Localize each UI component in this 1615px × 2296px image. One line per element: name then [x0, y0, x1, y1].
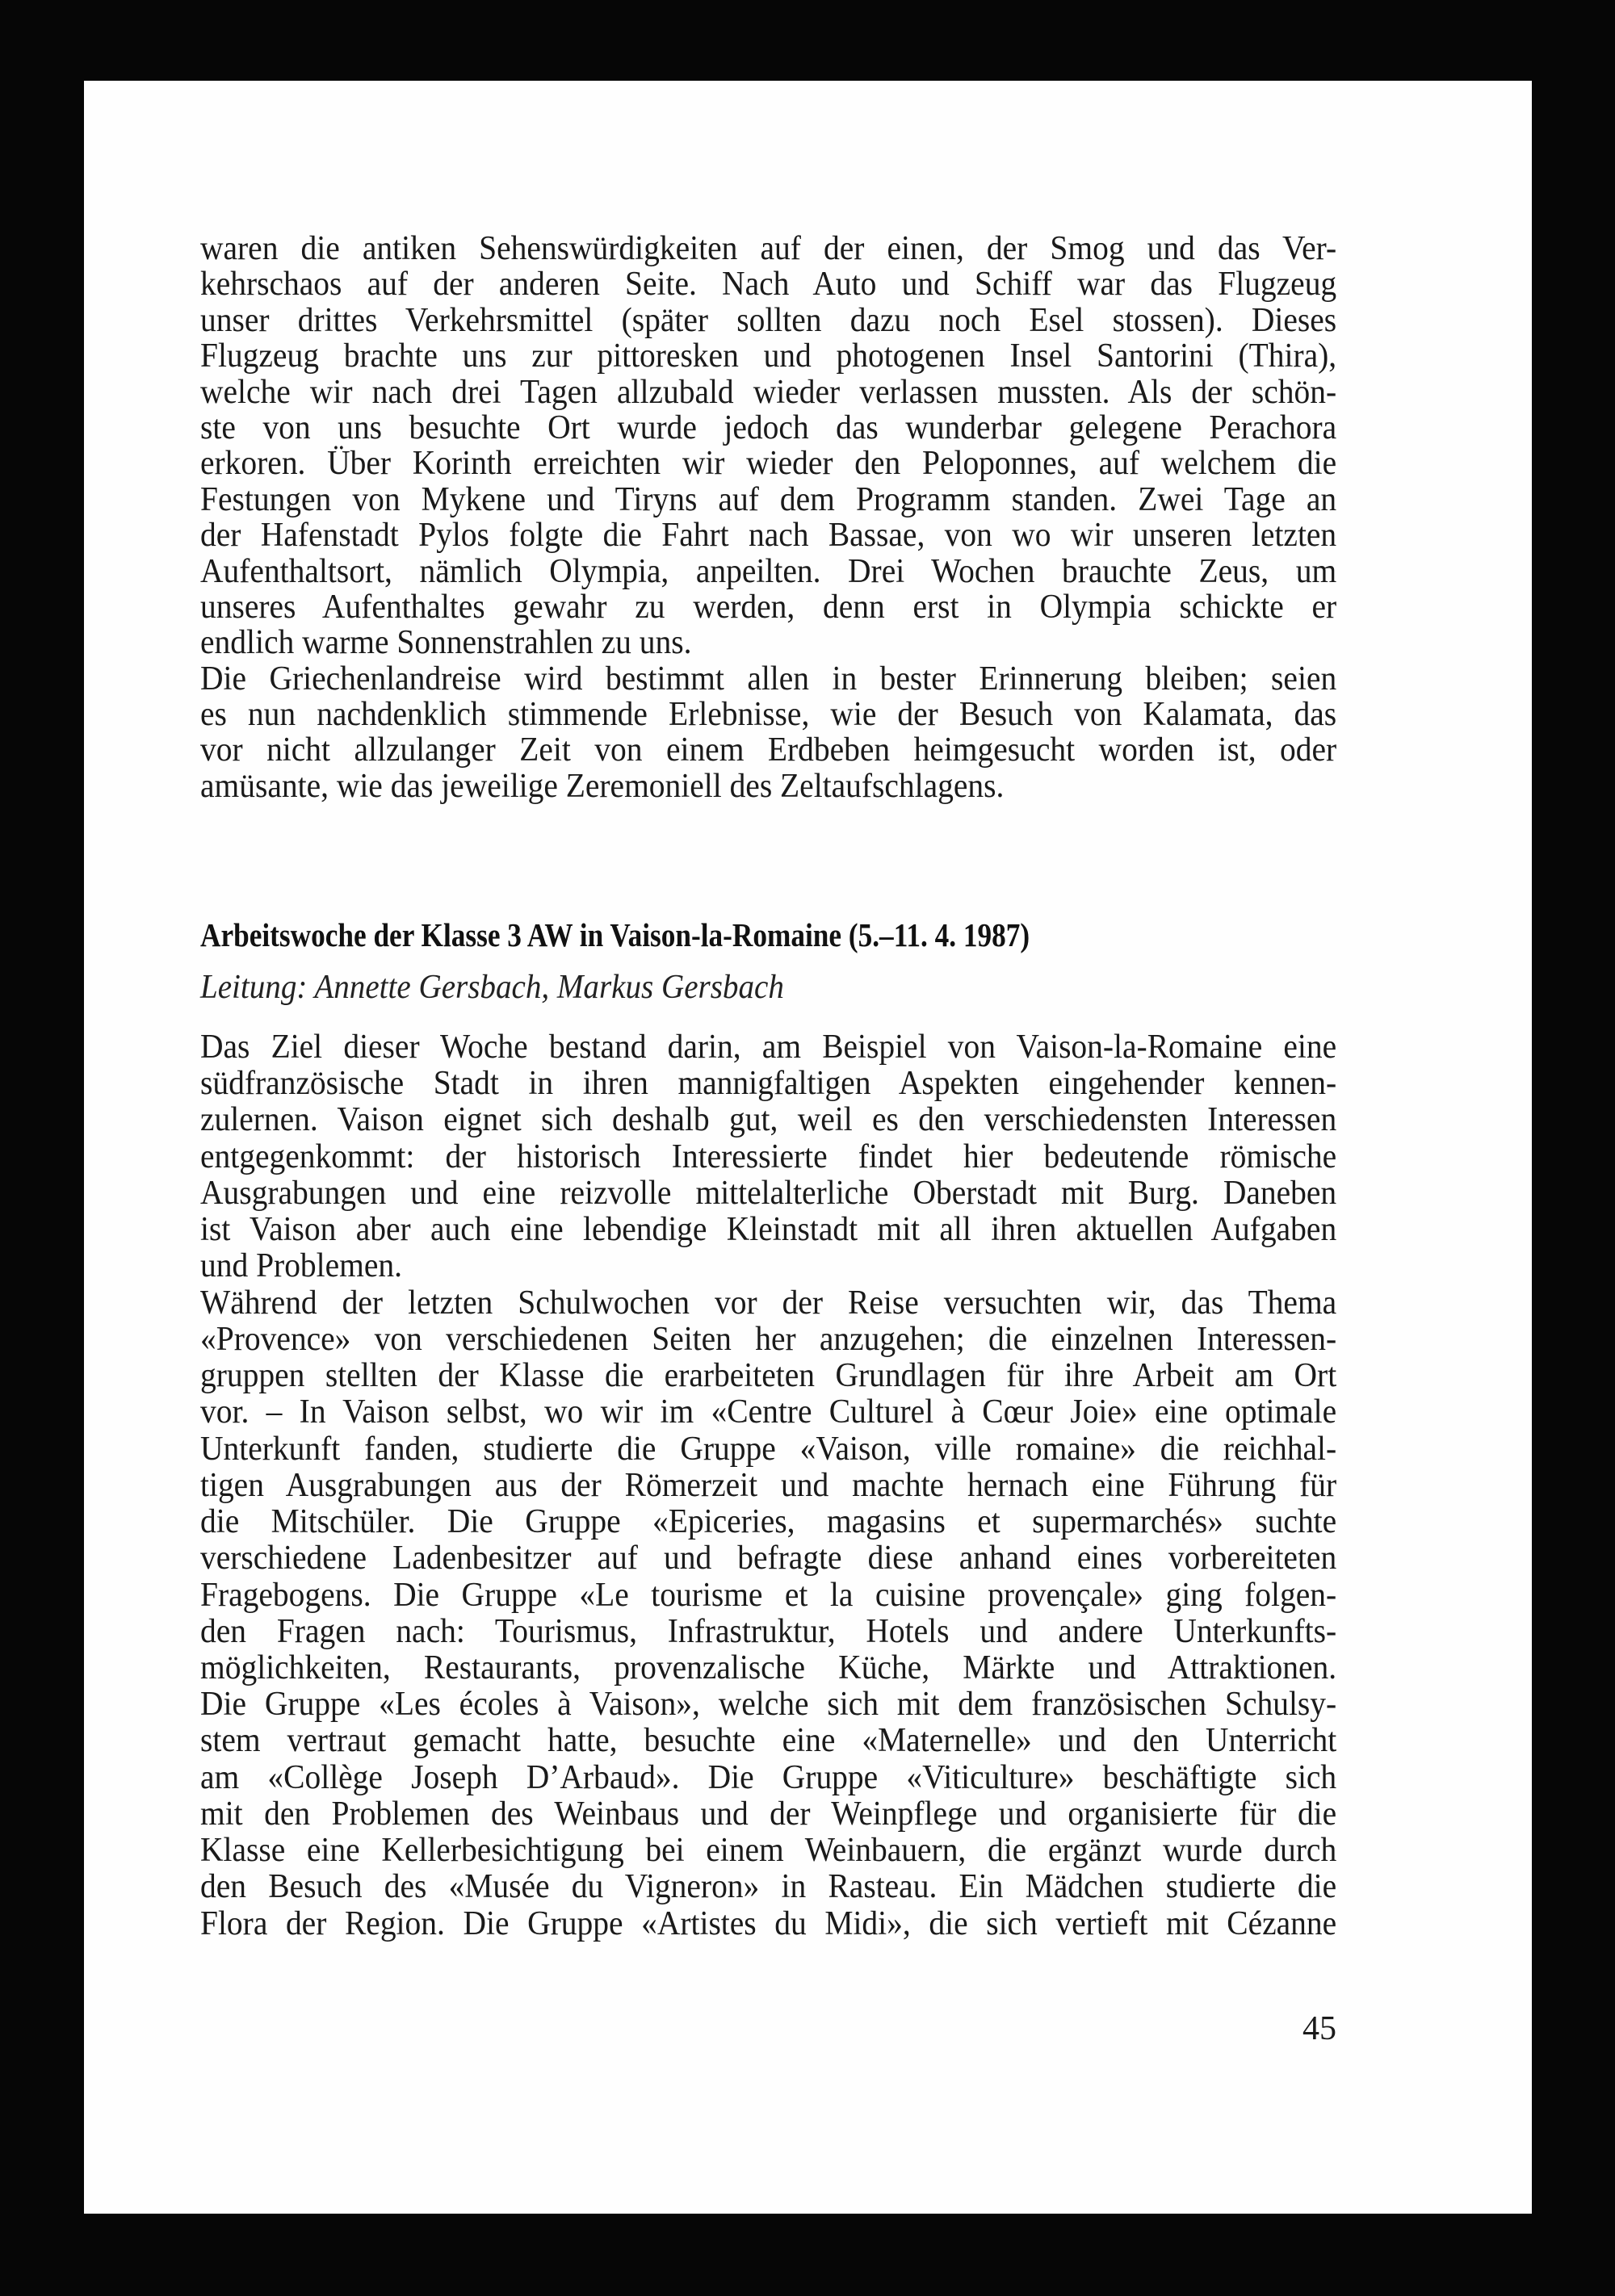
section-byline: Leitung: Annette Gersbach, Markus Gersbach	[200, 969, 784, 1006]
text-line: und Problemen.	[200, 1247, 403, 1285]
text-line: Flora der Region. Die Gruppe «Artistes du Midi», die sich vertieft mit Cézanne	[200, 1904, 1337, 1942]
text-line: der Hafenstadt Pylos folgte die Fahrt nach Bassae, von wo wir unseren letzten	[200, 517, 1337, 555]
section-1-text	[200, 231, 1336, 804]
text-line: Das Ziel dieser Woche bestand darin, am Beispiel von Vaison-la-Romaine eine	[200, 1029, 1337, 1066]
text-line: vor. – In Vaison selbst, wo wir im «Centre Culturel à Cœur Joie» eine optimale	[200, 1393, 1337, 1431]
text-line: Unterkunft fanden, studierte die Gruppe «Vaison, ville romaine» die reichhal-	[200, 1430, 1337, 1468]
text-line: Die Gruppe «Les écoles à Vaison», welche sich mit dem französischen Schulsy-	[200, 1686, 1337, 1724]
text-line: kehrschaos auf der anderen Seite. Nach Auto und Schiff war das Flugzeug	[200, 266, 1337, 304]
text-line: welche wir nach drei Tagen allzubald wieder verlassen mussten. Als der schön-	[200, 373, 1337, 411]
page-number: 45	[1302, 2010, 1336, 2047]
text-line: waren die antiken Sehenswürdigkeiten auf der einen, der Smog und das Ver-	[200, 230, 1337, 267]
text-line: Fragebogens. Die Gruppe «Le tourisme et la cuisine provençale» ging folgen-	[200, 1576, 1337, 1614]
text-line: den Besuch des «Musée du Vigneron» in Rasteau. Ein Mädchen studierte die	[200, 1868, 1337, 1906]
text-line: am «Collège Joseph D’Arbaud». Die Gruppe «Viticulture» beschäftigte sich	[200, 1758, 1337, 1796]
text-line: zulernen. Vaison eignet sich deshalb gut, weil es den verschiedensten Interessen	[200, 1101, 1337, 1139]
text-line: gruppen stellten der Klasse die erarbeiteten Grundlagen für ihre Arbeit am Ort	[200, 1357, 1337, 1395]
text-line: vor nicht allzulanger Zeit von einem Erdbeben heimgesucht worden ist, oder	[200, 731, 1337, 769]
text-line: möglichkeiten, Restaurants, provenzalische Küche, Märkte und Attraktionen.	[200, 1649, 1337, 1686]
text-line: tigen Ausgrabungen aus der Römerzeit und machte hernach eine Führung für	[200, 1466, 1337, 1504]
text-line: südfranzösische Stadt in ihren mannigfaltigen Aspekten eingehender kennen-	[200, 1065, 1337, 1103]
text-line: Aufenthaltsort, nämlich Olympia, anpeilten. Drei Wochen brauchte Zeus, um	[200, 552, 1337, 590]
text-line: endlich warme Sonnenstrahlen zu uns.	[200, 624, 692, 662]
text-line: es nun nachdenklich stimmende Erlebnisse, wie der Besuch von Kalamata, das	[200, 696, 1337, 734]
text-line: Flugzeug brachte uns zur pittoresken und photogenen Insel Santorini (Thira),	[200, 337, 1337, 375]
text-line: Während der letzten Schulwochen vor der Reise versuchten wir, das Thema	[200, 1284, 1337, 1322]
text-line: Ausgrabungen und eine reizvolle mittelalterliche Oberstadt mit Burg. Daneben	[200, 1174, 1337, 1212]
text-line: mit den Problemen des Weinbaus und der Weinpflege und organisierte für die	[200, 1795, 1337, 1833]
text-line: unseres Aufenthaltes gewahr zu werden, denn erst in Olympia schickte er	[200, 588, 1337, 626]
text-line: erkoren. Über Korinth erreichten wir wieder den Peloponnes, auf welchem die	[200, 445, 1337, 483]
text-line: verschiedene Ladenbesitzer auf und befragte diese anhand eines vorbereiteten	[200, 1540, 1337, 1577]
text-line: Die Griechenlandreise wird bestimmt allen in bester Erinnerung bleiben; seien	[200, 660, 1337, 698]
section-2-text	[200, 1029, 1336, 1942]
text-line: Festungen von Mykene und Tiryns auf dem Programm standen. Zwei Tage an	[200, 480, 1337, 518]
text-line: amüsante, wie das jeweilige Zeremoniell des Zeltaufschlagens.	[200, 767, 1005, 805]
section-heading: Arbeitswoche der Klasse 3 AW in Vaison-la-Romaine (5.–11. 4. 1987)	[200, 916, 1030, 953]
text-line: Klasse eine Kellerbesichtigung bei einem Weinbauern, die ergänzt wurde durch	[200, 1832, 1337, 1870]
text-line: «Provence» von verschiedenen Seiten her anzugehen; die einzelnen Interessen-	[200, 1320, 1337, 1358]
text-line: stem vertraut gemacht hatte, besuchte eine «Maternelle» und den Unterricht	[200, 1722, 1337, 1760]
text-line: ist Vaison aber auch eine lebendige Kleinstadt mit all ihren aktuellen Aufgaben	[200, 1211, 1337, 1249]
text-line: unser drittes Verkehrsmittel (später sollten dazu noch Esel stossen). Dieses	[200, 301, 1337, 339]
text-line: den Fragen nach: Tourismus, Infrastruktur, Hotels und andere Unterkunfts-	[200, 1612, 1337, 1650]
text-line: ste von uns besuchte Ort wurde jedoch das wunderbar gelegene Perachora	[200, 409, 1337, 446]
text-line: die Mitschüler. Die Gruppe «Epiceries, magasins et supermarchés» suchte	[200, 1503, 1337, 1541]
text-line: entgegenkommt: der historisch Interessierte findet hier bedeutende römische	[200, 1138, 1337, 1175]
